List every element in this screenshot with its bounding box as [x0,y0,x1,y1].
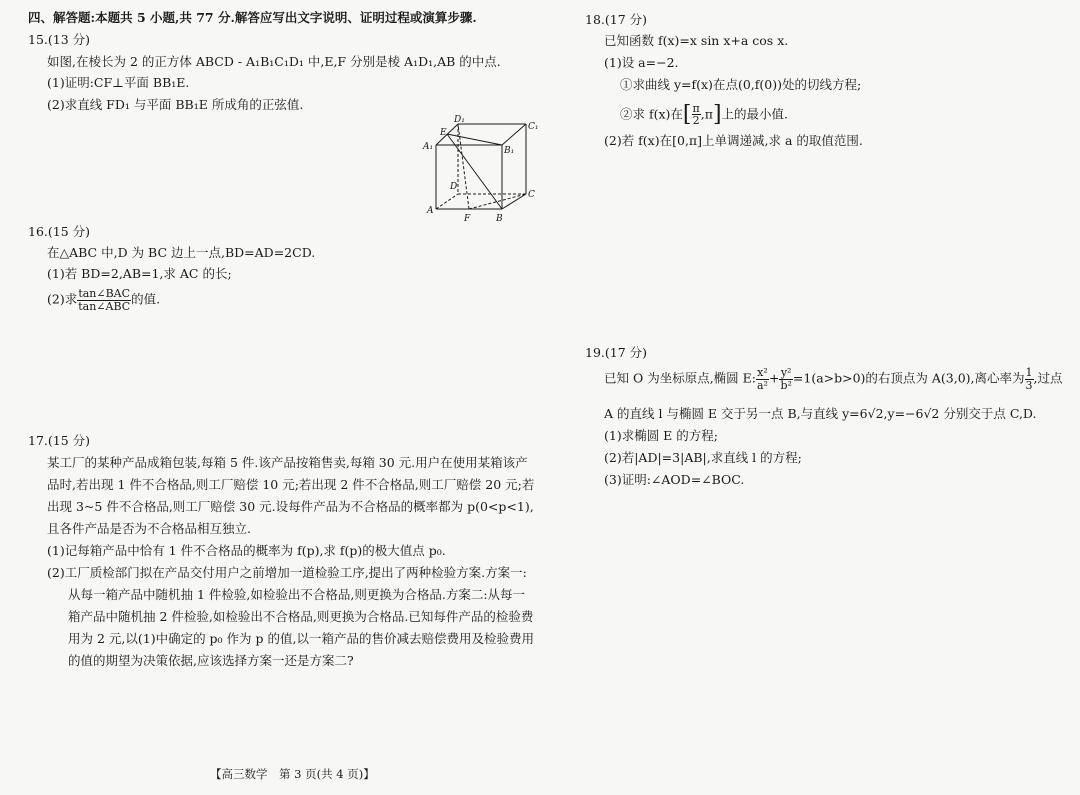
problem-18-stem: 已知函数 f(x)=x sin x+a cos x. [604,33,789,48]
problem-18-q1: (1)设 a=−2. [604,55,679,70]
cube-diagram [420,115,540,230]
problem-18-q1b-mid: ,π [700,106,713,122]
problem-16-q2-denominator: tan∠ABC [78,299,131,313]
problem-19-line1 [604,367,1063,391]
label-e: E [440,128,447,138]
problem-15-number: 15.(13 分) [28,32,91,47]
problem-16-stem: 在△ABC 中,D 为 BC 边上一点,BD=AD=2CD. [47,245,316,260]
problem-17-line: 的值的期望为决策依据,应该选择方案一还是方案二? [68,653,354,668]
problem-16-q2-numerator: tan∠BAC [78,287,131,300]
problem-18-q2: (2)若 f(x)在[0,π]上单调递减,求 a 的取值范围. [604,133,863,148]
problem-18-q1b [620,101,788,129]
problem-18-q1b-denominator: 2 [692,114,700,128]
label-d1: D₁ [454,115,465,125]
problem-15-stem: 如图,在棱长为 2 的正方体 ABCD - A₁B₁C₁D₁ 中,E,F 分别是棱 A₁D₁,AB 的中点. [47,54,501,69]
problem-19-q2: (2)若|AD|=3|AB|,求直线 l 的方程; [604,450,802,465]
problem-17-q2: (2)工厂质检部门拟在产品交付用户之前增加一道检验工序,提出了两种检验方案.方案一: [47,565,527,580]
label-d: D [450,182,458,192]
label-b: B [496,214,503,224]
problem-17-line: 从每一箱产品中随机抽 1 件检验,如检验出不合格品,则更换为合格品.方案二:从每一 [68,587,526,602]
problem-17-line: 出现 3~5 件不合格品,则工厂赔偿 30 元.设每件产品为不合格品的概率都为 p(0<p<1), [47,499,534,514]
y2: y² [780,366,792,379]
problem-18-q1b-pre: ②求 f(x)在 [620,106,683,122]
problem-15-q1: (1)证明:CF⊥平面 BB₁E. [47,75,190,90]
problem-19-l1-post: ,过点 [1033,370,1063,386]
edge-ad [436,194,458,209]
problem-16-q2-pre: (2)求 [47,291,78,307]
right-bracket: ] [712,102,722,127]
segment-eb1 [447,134,502,145]
problem-18-q1b-fraction [692,103,701,127]
problem-18-q1b-post: 上的最小值. [721,106,789,122]
eccentricity-denominator: 3 [1025,378,1033,392]
problem-17-line: 某工厂的某种产品成箱包装,每箱 5 件.该产品按箱售卖,每箱 30 元.用户在使用某箱该产 [47,455,528,470]
problem-19-q3: (3)证明:∠AOD=∠BOC. [604,472,745,487]
label-f: F [464,214,471,224]
label-b1: B₁ [504,146,515,156]
x2: x² [757,366,768,379]
problem-17-line: 箱产品中随机抽 2 件检验,如检验出不合格品,则更换为合格品.已知每件产品的检验费 [68,609,534,624]
edge-bc [502,194,526,209]
problem-18-q1a: ①求曲线 y=f(x)在点(0,f(0))处的切线方程; [620,77,862,92]
problem-18-q1b-numerator: π [692,101,700,115]
page-footer: 【高三数学 第 3 页(共 4 页)】 [210,767,375,781]
problem-19-line2: A 的直线 l 与椭圆 E 交于另一点 B,与直线 y=6√2,y=−6√2 分别交于点 C,D. [604,406,1037,421]
problem-17-line: 且各件产品是否为不合格品相互独立. [47,521,251,536]
segment-fc [469,194,526,209]
problem-16-number: 16.(15 分) [28,224,91,239]
section-heading: 四、解答题:本题共 5 小题,共 77 分.解答应写出文字说明、证明过程或演算步骤. [28,10,477,25]
label-c1: C₁ [528,122,539,132]
eccentricity-numerator: 1 [1025,366,1033,379]
problem-19-l1-pre: 已知 O 为坐标原点,椭圆 E: [604,370,756,386]
problem-17-q1: (1)记每箱产品中恰有 1 件不合格品的概率为 f(p),求 f(p)的极大值点 p₀. [47,543,446,558]
problem-15-q2: (2)求直线 FD₁ 与平面 BB₁E 所成角的正弦值. [47,97,304,112]
problem-17-number: 17.(15 分) [28,433,91,448]
problem-17-line: 用为 2 元,以(1)中确定的 p₀ 作为 p 的值,以一箱产品的售价减去赔偿费用及检验费用 [68,631,534,646]
b2: b² [780,378,792,392]
segment-fd1 [458,124,469,209]
ellipse-y-term [779,367,792,391]
problem-16-q2 [47,288,160,312]
cube-figure [420,115,540,230]
label-a: A [427,206,434,216]
a2: a² [756,378,768,392]
edge-b1c1 [502,124,526,145]
problem-16-q1: (1)若 BD=2,AB=1,求 AC 的长; [47,266,232,281]
plus-sign: + [768,370,780,386]
ellipse-x-term [756,367,769,391]
left-bracket: [ [682,102,692,127]
problem-16-q2-fraction [77,288,131,312]
label-c: C [528,190,535,200]
problem-19-q1: (1)求椭圆 E 的方程; [604,428,718,443]
problem-18-number: 18.(17 分) [585,12,648,27]
problem-17-line: 品时,若出现 1 件不合格品,则工厂赔偿 10 元;若出现 2 件不合格品,则工厂赔偿 20 元;若 [47,477,535,492]
problem-19-number: 19.(17 分) [585,345,648,360]
label-a1: A₁ [423,142,434,152]
eccentricity-fraction [1025,367,1034,391]
problem-16-q2-post: 的值. [131,291,161,307]
problem-19-l1-mid: =1(a>b>0)的右顶点为 A(3,0),离心率为 [792,370,1025,386]
